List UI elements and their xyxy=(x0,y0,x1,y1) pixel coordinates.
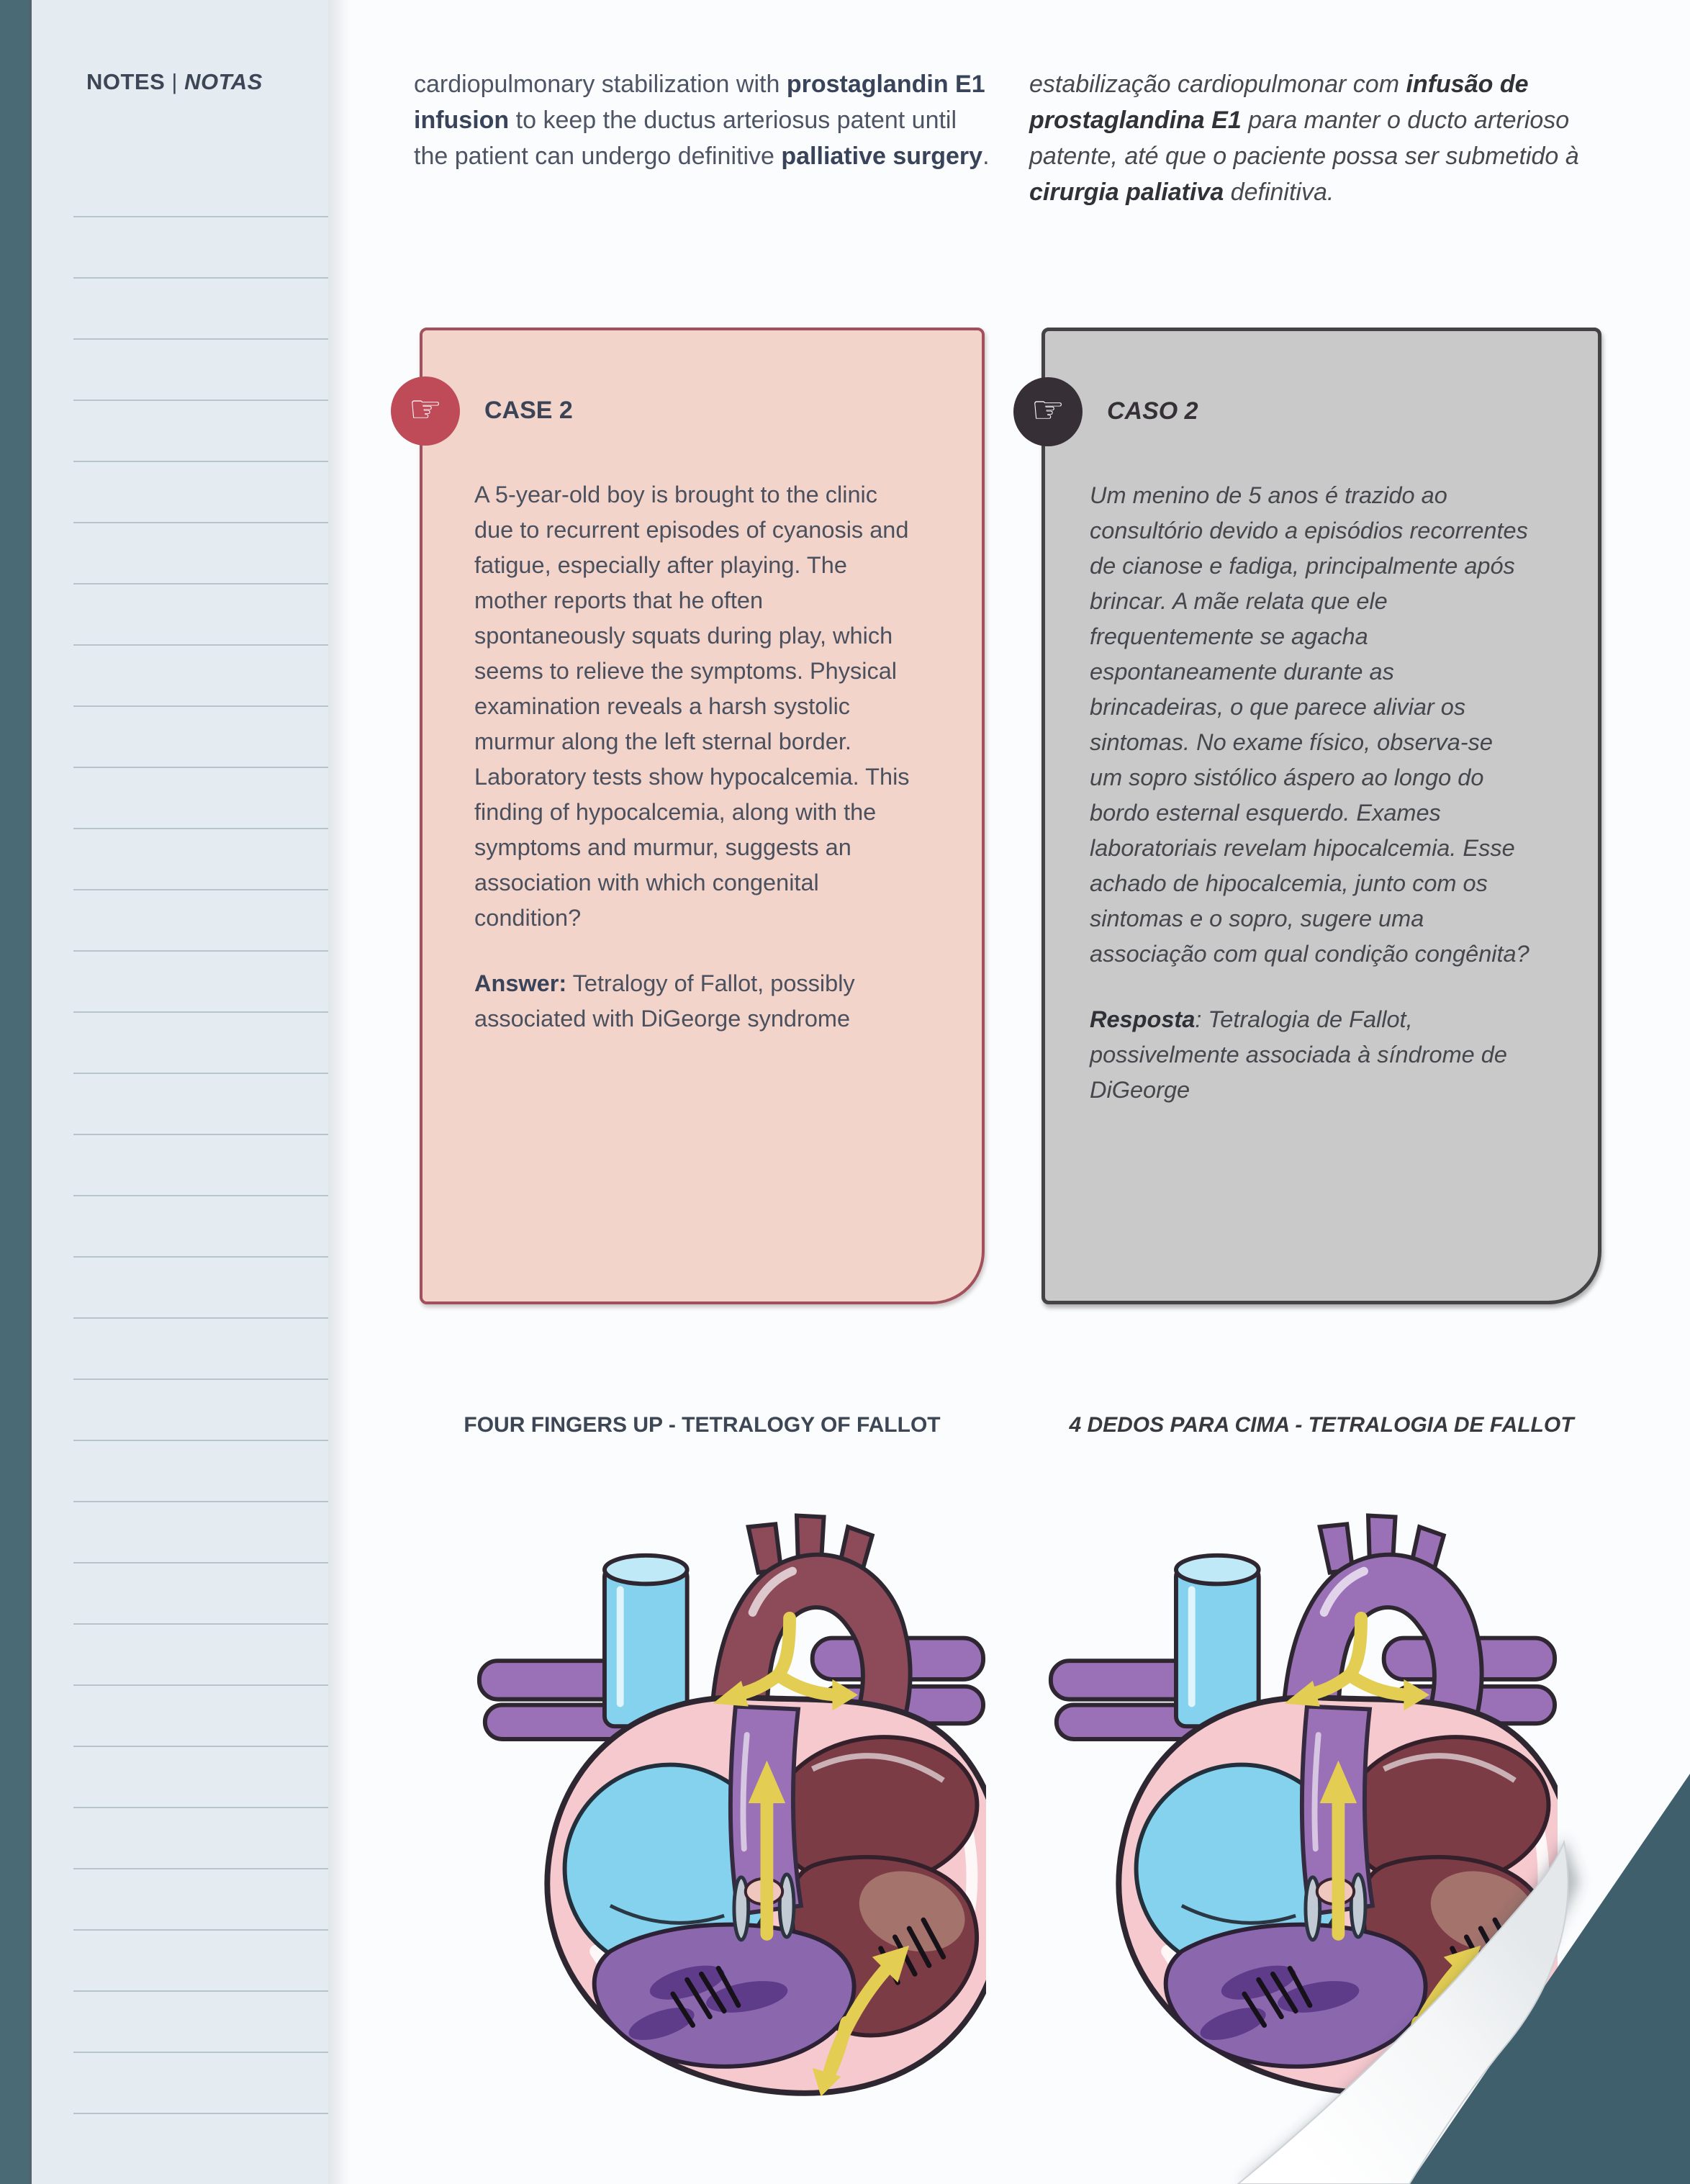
case-box-en xyxy=(408,328,985,1304)
answer-label-en: Answer: xyxy=(474,970,567,996)
notes-title-divider: | xyxy=(165,69,185,94)
figure-caption-pt: 4 DEDOS PARA CIMA - TETRALOGIA DE FALLOT xyxy=(1069,1413,1574,1437)
case-answer-pt xyxy=(1045,1002,1598,1108)
pointing-hand-icon: ☞ xyxy=(1031,389,1065,431)
pointing-hand-icon: ☞ xyxy=(408,389,443,430)
notes-title-pt: NOTAS xyxy=(184,69,263,94)
page-left-edge xyxy=(0,0,32,2184)
right-ventricle xyxy=(595,1925,854,2067)
case-label-en: CASE 2 xyxy=(484,397,573,424)
figure-caption-en: FOUR FINGERS UP - TETRALOGY OF FALLOT xyxy=(464,1413,941,1437)
answer-label-pt: Resposta xyxy=(1090,1006,1196,1032)
answer-text-en: Tetralogy of Fallot, possibly associated with DiGeorge syndrome xyxy=(474,970,855,1032)
page-curl xyxy=(1172,1666,1690,2184)
intro-paragraph-pt: estabilização cardiopulmonar com infusão de prostaglandina E1 para manter o ducto arterioso patente, até que o paciente possa ser submetido à cirurgia paliativa definitiva. xyxy=(1029,71,1579,206)
notes-sidebar xyxy=(32,0,328,2184)
intro-paragraph-en: cardiopulmonary stabilization with prostaglandin E1 infusion to keep the ductus arteriosus patent until the patient can undergo definitive palliative surgery. xyxy=(414,71,990,170)
answer-text-pt: : Tetralogia de Fallot, possivelmente associada à síndrome de DiGeorge xyxy=(1090,1006,1507,1103)
notes-title xyxy=(86,69,263,95)
superior-vena-cava xyxy=(605,1556,687,1726)
notes-title-en: NOTES xyxy=(86,69,166,94)
case-body-pt: Um menino de 5 anos é trazido ao consultório devido a episódios recorrentes de cianose e fadiga, principalmente após brincar. A mãe relata que ele frequentemente se agacha espontaneamente durante as brincadeiras, o que parece aliviar os sintomas. No exame físico, observa-se um sopro sistólico áspero ao longo do bordo esternal esquerdo. Exames laboratoriais revelam hipocalcemia. Esse achado de hipocalcemia, junto com os sintomas e o sopro, sugere uma associação com qual condição congênita? xyxy=(1090,482,1529,967)
case-body-en: A 5-year-old boy is brought to the clinic due to recurrent episodes of cyanosis and fatigue, especially after playing. The mother reports that he often spontaneously squats during play, which seems to relieve the symptoms. Physical examination reveals a harsh systolic murmur along the left sternal border. Laboratory tests show hypocalcemia. This finding of hypocalcemia, along with the symptoms and murmur, suggests an association with which congenital condition? xyxy=(474,482,910,931)
case-label-pt: CASO 2 xyxy=(1107,397,1198,425)
ruled-lines xyxy=(73,216,328,2152)
background-corner xyxy=(1409,1774,1690,2184)
case-answer-en xyxy=(422,966,982,1037)
case-badge-en xyxy=(391,376,460,446)
heart-illustration-en xyxy=(474,1481,986,2122)
case-badge-pt xyxy=(1013,377,1083,446)
case-box-pt xyxy=(1031,328,1601,1304)
